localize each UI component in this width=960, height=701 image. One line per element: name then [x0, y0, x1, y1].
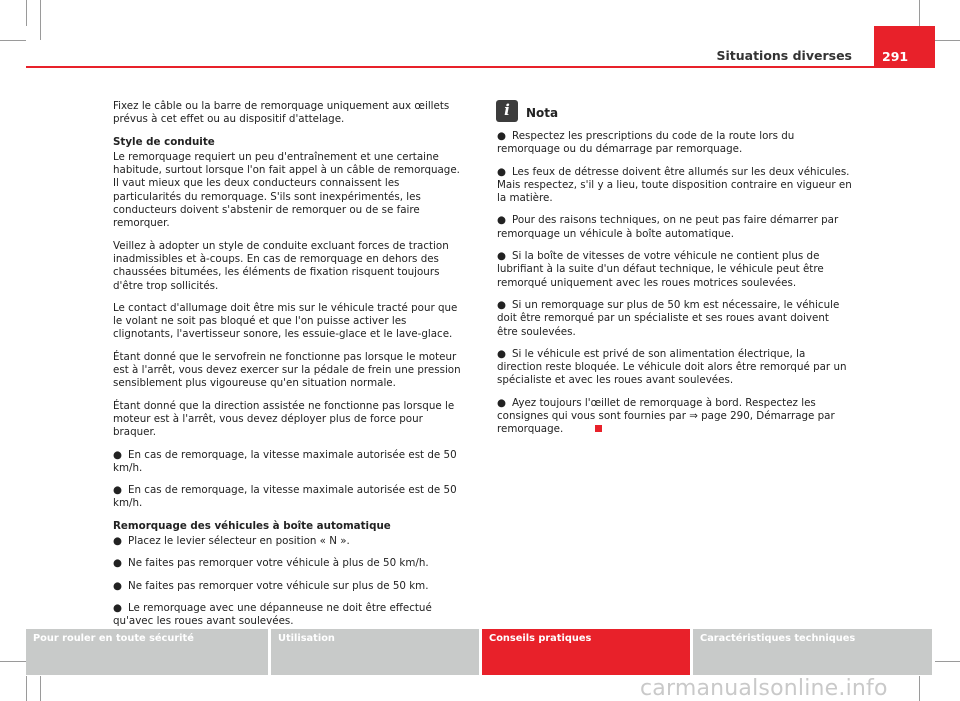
bullet-icon: ● — [497, 347, 506, 360]
list-item: ● Si la boîte de vitesses de votre véhicule ne contient plus de lubrifiant à la suite d'un défaut technique, le véhicule peut être remorqué uniquement avec les roues motrices soulevées. — [497, 250, 824, 289]
left-column — [113, 100, 465, 638]
bullet-icon: ● — [497, 130, 506, 142]
list-item: ● Si le véhicule est privé de son alimentation électrique, la direction reste bloquée. Le véhicule doit alors être remorqué par un spécialiste et avec les roues avant soulevées. — [497, 347, 847, 387]
watermark: carmanualsonline.info — [640, 676, 888, 701]
crop-mark — [919, 676, 920, 701]
crop-mark — [40, 676, 41, 701]
intro-paragraph: Fixez le câble ou la barre de remorquage uniquement aux œillets prévus à cet effet ou au dispositif d'attelage. — [113, 100, 450, 126]
crop-mark — [0, 661, 26, 662]
auto-heading: Remorquage des véhicules à boîte automatique — [113, 519, 391, 532]
bullet-icon: ● — [113, 557, 122, 570]
crop-mark — [40, 0, 41, 40]
bullet-icon: ● — [497, 298, 506, 311]
section-title: Situations diverses — [716, 48, 852, 63]
crop-mark — [26, 676, 27, 701]
tab-utilisation[interactable]: Utilisation — [271, 629, 479, 675]
bullet-icon: ● — [113, 484, 122, 497]
section-end-icon — [595, 425, 602, 432]
crop-mark — [935, 40, 960, 41]
tab-conseils-pratiques[interactable]: Conseils pratiques — [482, 629, 690, 675]
nota-header — [496, 100, 852, 122]
footer-tabs — [26, 629, 935, 675]
bullet-icon: ● — [113, 579, 122, 592]
list-item: ● Respectez les prescriptions du code de la route lors du remorquage ou du démarrage par remorquage. — [497, 130, 795, 156]
paragraph: Veillez à adopter un style de conduite excluant forces de traction inadmissibles et à-coups. En cas de remorquage en dehors des chaussées bitumées, les éléments de fixation risquent toujours d'être trop sollicités. — [113, 239, 449, 292]
paragraph: Le remorquage requiert un peu d'entraînement et une certaine habitude, surtout lorsque l'on fait appel à un câble de remorquage. Il vaut mieux que les deux conducteurs connaissent les particularités du remorquage. S'ils sont inexpérimentés, les conducteurs doivent s'abstenir de remorquer ou de se faire remorquer. — [113, 150, 460, 230]
bullet-icon: ● — [497, 250, 506, 263]
header-rule — [26, 66, 935, 68]
bullet-icon: ● — [497, 396, 506, 409]
page-number: 291 — [874, 26, 935, 68]
list-item: ● Placez le levier sélecteur en position « N ». — [113, 535, 350, 548]
tab-caracteristiques[interactable]: Caractéristiques techniques — [693, 629, 932, 675]
bullet-icon: ● — [113, 535, 122, 548]
paragraph: Étant donné que la direction assistée ne fonctionne pas lorsque le moteur est à l'arrêt, vous devez déployer plus de force pour braquer. — [113, 399, 455, 439]
bullet-icon: ● — [113, 448, 122, 461]
bullet-icon: ● — [497, 214, 506, 227]
paragraph: Étant donné que le servofrein ne fonctionne pas lorsque le moteur est à l'arrêt, vous devez exercer sur la pédale de frein une pression sensiblement plus vigoureuse qu'en situation normale. — [113, 350, 461, 390]
nota-title: Nota — [526, 106, 559, 121]
list-item: ● Ne faites pas remorquer votre véhicule à plus de 50 km/h. — [113, 557, 429, 570]
right-column — [497, 100, 852, 446]
list-item: ● Ayez toujours l'œillet de remorquage à bord. Respectez les consignes qui vous sont fournies par ⇒ page 290, Démarrage par remorquage. — [497, 396, 835, 436]
bullet-icon: ● — [497, 165, 506, 178]
style-heading: Style de conduite — [113, 135, 215, 148]
crop-mark — [935, 661, 960, 662]
list-item: ● En cas de remorquage, la vitesse maximale autorisée est de 50 km/h. — [113, 484, 457, 510]
list-item: ● Le remorquage avec une dépanneuse ne doit être effectué qu'avec les roues avant soulevées. — [113, 601, 432, 628]
crop-mark — [26, 0, 27, 26]
list-item: ● Les feux de détresse doivent être allumés sur les deux véhicules. Mais respectez, s'il y a lieu, toute disposition contraire en vigueur en la matière. — [497, 165, 852, 205]
tab-pour-rouler[interactable]: Pour rouler en toute sécurité — [26, 629, 268, 675]
paragraph: Le contact d'allumage doit être mis sur le véhicule tracté pour que le volant ne soit pas bloqué et que l'on puisse activer les clignotants, l'avertisseur sonore, les essuie-glace et le lave-glace. — [113, 301, 458, 341]
info-icon: i — [496, 100, 518, 122]
list-item: ● Pour des raisons techniques, on ne peut pas faire démarrer par remorquage un véhicule à boîte automatique. — [497, 214, 839, 240]
list-item: ● Ne faites pas remorquer votre véhicule sur plus de 50 km. — [113, 579, 429, 592]
bullet-icon: ● — [113, 601, 122, 614]
list-item: ● Si un remorquage sur plus de 50 km est nécessaire, le véhicule doit être remorqué par un spécialiste et ses roues avant doivent être soulevées. — [497, 298, 840, 338]
list-item: ● En cas de remorquage, la vitesse maximale autorisée est de 50 km/h. — [113, 448, 457, 474]
crop-mark — [0, 40, 26, 41]
